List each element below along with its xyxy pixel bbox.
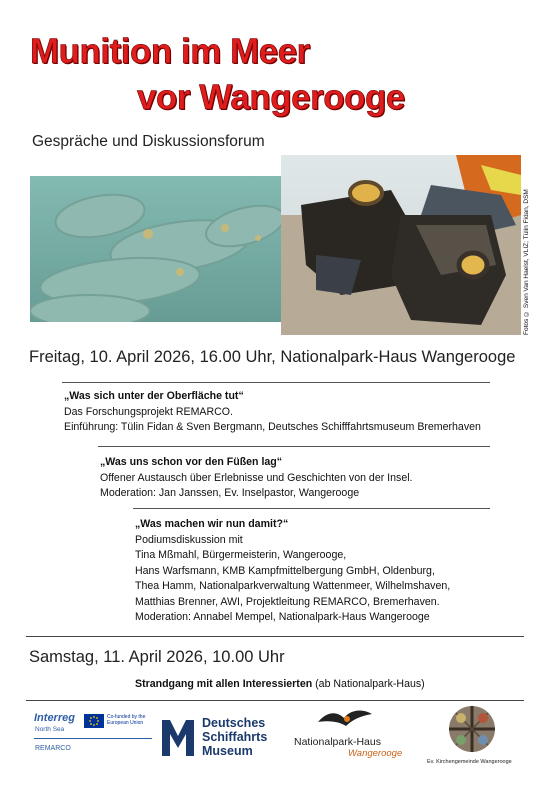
seabird-icon [314,704,374,730]
talk1-title: „Was sich unter der Oberfläche tut“ [64,390,244,402]
talk3-block [135,517,450,626]
talk1-line1: Das Forschungsprojekt REMARCO. [64,405,233,418]
church-window-icon [447,704,497,754]
eu-flag-icon [84,714,104,728]
talk2-block [100,455,413,502]
photo-credit: Fotos © Sven Van Haelst, VLIZ; Tülin Fidan, DSM [523,189,530,335]
talk1-line2: Einführung: Tülin Fidan & Sven Bergmann, Deutsches Schifffahrtsmuseum Bremerhaven [64,421,481,433]
title-line-1: Munition im Meer [30,32,310,71]
event2-note: (ab Nationalpark-Haus) [315,678,425,690]
talk3-title: „Was machen wir nun damit?“ [135,518,289,530]
dsm-mark-icon [160,718,196,758]
title-line-2: vor Wangerooge [137,78,405,117]
talk2-line1: Offener Austausch über Erlebnisse und Geschichten von der Insel. [100,471,413,484]
underwater-munitions-photo [30,176,294,322]
divider [98,446,490,447]
church-logo [427,704,519,770]
eu-cofunded: Co-funded by the European Union [107,714,146,726]
event2-date: Samstag, 11. April 2026, 10.00 Uhr [29,648,285,666]
church-name: Ev. Kirchengemeinde Wangerooge [427,759,512,765]
talk3-line: Hans Warfsmann, KMB Kampfmittelbergung GmbH, Oldenburg, [135,564,435,577]
event1-date: Freitag, 10. April 2026, 16.00 Uhr, Nationalpark-Haus Wangerooge [29,348,516,366]
divider [62,382,490,383]
nph-line-2: Wangerooge [348,748,403,759]
divider [133,508,490,509]
interreg-logo [34,712,156,762]
subtitle: Gespräche und Diskussionsforum [32,133,265,150]
divider [26,636,524,637]
talk3-line: Podiumsdiskussion mit [135,533,243,546]
talk2-line2: Moderation: Jan Janssen, Ev. Inselpastor, Wangerooge [100,487,360,499]
dsm-logo [160,714,292,762]
remarco-label: REMARCO [35,745,71,752]
talk3-line: Moderation: Annabel Mempel, Nationalpark-Haus Wangerooge [135,611,430,623]
dsm-line-1: Deutsches [202,716,266,730]
interreg-divider [34,738,152,739]
talk1-block [64,389,481,436]
nationalpark-haus-logo [292,704,428,770]
talk3-line: Thea Hamm, Nationalparkverwaltung Wattenmeer, Wilhelmshaven, [135,580,451,592]
dsm-line-3: Museum [202,744,253,758]
dsm-line-2: Schiffahrts [202,730,268,744]
talk2-title: „Was uns schon vor den Füßen lag“ [100,456,283,468]
interreg-name: Interreg [34,712,75,724]
interreg-region: North Sea [35,726,65,733]
event2-title: Strandgang mit allen Interessierten [135,678,313,690]
talk3-line: Matthias Brenner, AWI, Projektleitung REMARCO, Bremerhaven. [135,595,440,608]
nph-line-1: Nationalpark-Haus [294,736,381,748]
beach-munitions-photo [281,155,521,335]
talk3-line: Tina Mßmahl, Bürgermeisterin, Wangerooge, [135,549,347,561]
divider [26,700,524,701]
event2-block [135,677,425,693]
